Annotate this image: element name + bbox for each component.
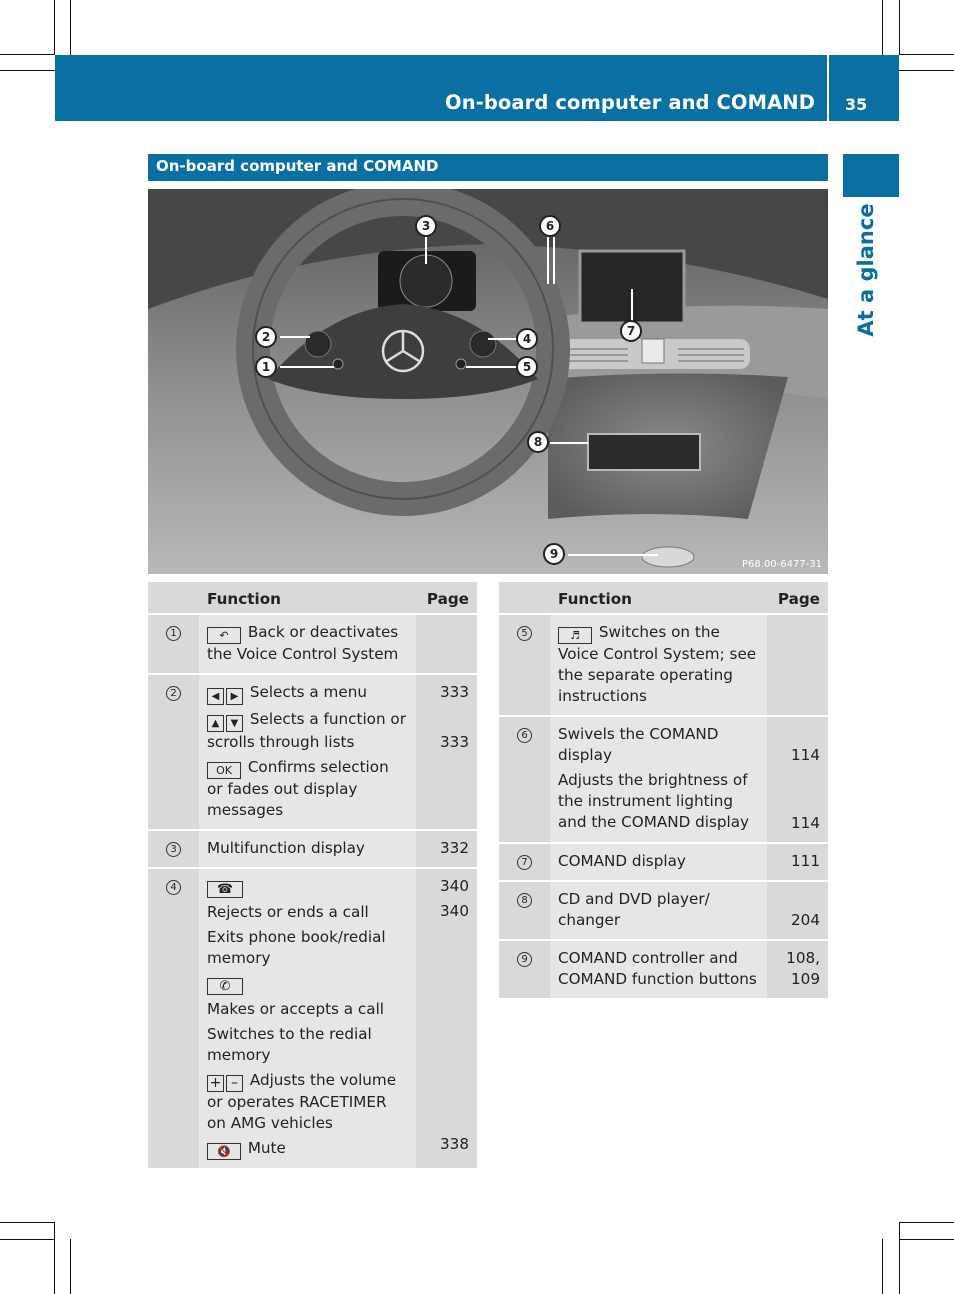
- side-tab: [843, 154, 899, 197]
- row-number: 1: [166, 626, 181, 641]
- right-key-icon: ▶: [226, 688, 243, 705]
- table-header-row: [148, 582, 477, 614]
- crop-mark: [882, 0, 883, 55]
- callout-3: 3: [415, 215, 437, 237]
- page-ref: 204: [767, 881, 828, 940]
- table-row: [148, 614, 477, 674]
- section-title: On-board computer and COMAND: [148, 154, 828, 181]
- callout-5: 5: [516, 356, 538, 378]
- col-header-num: [499, 582, 550, 614]
- crop-mark: [0, 1239, 55, 1240]
- crop-mark: [0, 54, 55, 55]
- callout-7: 7: [620, 320, 642, 342]
- page-ref: 111: [767, 843, 828, 881]
- down-key-icon: ▼: [226, 715, 243, 732]
- callout-8: 8: [527, 431, 549, 453]
- row-number: 2: [166, 686, 181, 701]
- table-row: [499, 940, 828, 999]
- page-number: 35: [845, 95, 868, 114]
- function-text: Back or deactivates the Voice Control System: [207, 623, 399, 663]
- cockpit-illustration: [148, 189, 828, 574]
- crop-mark: [54, 1222, 55, 1294]
- col-header-page: Page: [416, 582, 477, 614]
- plus-key-icon: +: [207, 1075, 224, 1092]
- function-text: CD and DVD player/ changer: [550, 881, 767, 940]
- table-row: [148, 868, 477, 1169]
- crop-mark: [54, 0, 55, 55]
- col-header-num: [148, 582, 199, 614]
- col-header-function: Function: [550, 582, 767, 614]
- up-key-icon: ▲: [207, 715, 224, 732]
- function-text: COMAND display: [550, 843, 767, 881]
- function-text: Swivels the COMAND display: [558, 725, 719, 764]
- callout-6: 6: [539, 215, 561, 237]
- end-call-icon: ☎: [207, 881, 243, 898]
- crop-mark: [899, 70, 954, 71]
- page-ref: 338: [440, 1135, 469, 1153]
- row-number: 4: [166, 880, 181, 895]
- table-row: [499, 881, 828, 940]
- function-table-left: [148, 582, 477, 1170]
- function-text: Multifunction display: [199, 830, 416, 868]
- crop-mark: [899, 0, 900, 55]
- page-ref: 333: [440, 733, 469, 751]
- cockpit-photo: [148, 189, 828, 574]
- page-ref: [767, 614, 828, 716]
- function-table-right: [499, 582, 828, 1000]
- header-divider: [827, 55, 829, 121]
- voice-control-icon: ♬: [558, 627, 592, 644]
- crop-mark: [899, 1222, 900, 1294]
- table-row: [148, 830, 477, 868]
- function-text: Mute: [247, 1139, 286, 1157]
- function-text: Confirms selection or fades out display messages: [207, 758, 389, 819]
- mute-icon: 🔇: [207, 1143, 241, 1160]
- page-ref: 114: [791, 814, 820, 832]
- callout-9: 9: [543, 543, 565, 565]
- page-ref: 340: [440, 877, 469, 895]
- back-icon: ↶: [207, 627, 241, 644]
- function-text: Switches to the redial memory: [207, 1025, 372, 1064]
- header-title: On-board computer and COMAND: [445, 91, 815, 114]
- page-ref: 340: [440, 902, 469, 920]
- function-text: Adjusts the brightness of the instrument lighting and the COMAND display: [558, 771, 750, 831]
- figure-code: P68.00-6477-31: [741, 559, 822, 570]
- table-row: [148, 674, 477, 830]
- minus-key-icon: –: [226, 1075, 243, 1092]
- page-ref: 108, 109: [767, 940, 828, 999]
- callout-1: 1: [255, 356, 277, 378]
- function-text: Switches on the Voice Control System; see the separate operating instructions: [558, 623, 757, 705]
- function-text: Adjusts the volume or operates RACETIMER on AMG vehicles: [207, 1071, 397, 1132]
- crop-mark: [70, 1239, 71, 1294]
- ok-key: OK: [207, 762, 241, 779]
- col-header-page: Page: [767, 582, 828, 614]
- row-number: 9: [517, 952, 532, 967]
- left-key-icon: ◀: [207, 688, 224, 705]
- row-number: 3: [166, 842, 181, 857]
- table-header-row: [499, 582, 828, 614]
- crop-mark: [899, 54, 954, 55]
- row-number: 6: [517, 728, 532, 743]
- crop-mark: [0, 1222, 55, 1223]
- table-row: [499, 716, 828, 843]
- page-ref: 332: [416, 830, 477, 868]
- page-ref: 114: [791, 746, 820, 764]
- function-text: Exits phone book/redial memory: [207, 928, 386, 967]
- crop-mark: [0, 70, 55, 71]
- page-ref: [416, 614, 477, 674]
- accept-call-icon: ✆: [207, 978, 243, 995]
- page-ref: 333: [440, 683, 469, 701]
- function-text: COMAND controller and COMAND function buttons: [550, 940, 767, 999]
- crop-mark: [899, 1239, 954, 1240]
- function-text: Rejects or ends a call: [207, 903, 369, 921]
- function-text: Selects a menu: [249, 683, 367, 701]
- col-header-function: Function: [199, 582, 416, 614]
- function-text: Makes or accepts a call: [207, 1000, 385, 1018]
- side-tab-label: At a glance: [854, 203, 878, 337]
- page-header: [55, 55, 899, 121]
- row-number: 7: [517, 855, 532, 870]
- function-text: Selects a function or scrolls through lists: [207, 710, 406, 751]
- crop-mark: [70, 0, 71, 55]
- table-row: [499, 614, 828, 716]
- callout-2: 2: [255, 326, 277, 348]
- crop-mark: [899, 1222, 954, 1223]
- callout-4: 4: [516, 328, 538, 350]
- row-number: 5: [517, 626, 532, 641]
- table-row: [499, 843, 828, 881]
- row-number: 8: [517, 893, 532, 908]
- crop-mark: [882, 1239, 883, 1294]
